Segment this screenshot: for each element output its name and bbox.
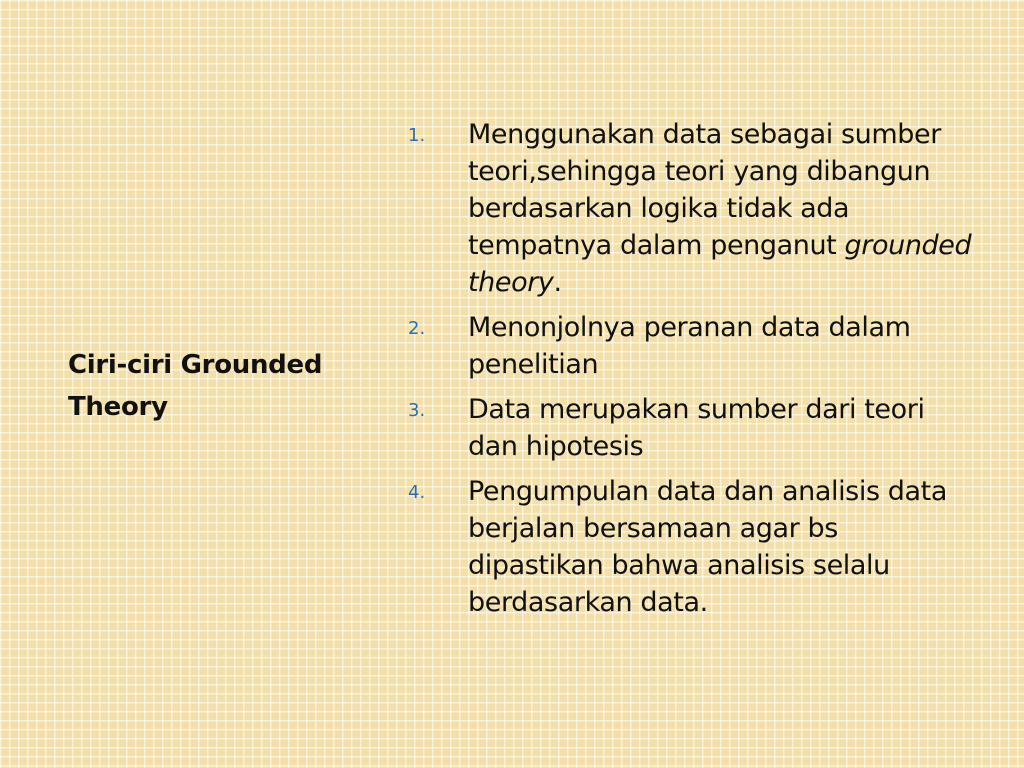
list-text	[468, 116, 978, 301]
list-item	[408, 473, 978, 621]
list-text: Pengumpulan data dan analisis data berjalan bersamaan agar bs dipastikan bahwa analisis selalu berdasarkan data.	[468, 476, 948, 618]
list-text-main: Menggunakan data sebagai sumber teori,sehingga teori yang dibangun berdasarkan logika tidak ada tempatnya dalam penganut	[468, 119, 941, 261]
list-number: 4.	[408, 482, 426, 503]
list-number: 3.	[408, 400, 426, 421]
list-text-italic: grounded theory	[468, 230, 972, 298]
section-title: Ciri-ciri Grounded Theory	[68, 350, 323, 422]
list-item	[408, 116, 978, 301]
list-text: Menonjolnya peranan data dalam penelitian	[468, 312, 911, 380]
list-number: 2.	[408, 318, 426, 339]
characteristics-list	[408, 116, 978, 629]
list-item	[408, 309, 978, 383]
list-text-suffix: .	[553, 267, 562, 298]
list-number: 1.	[408, 125, 426, 146]
list-text: Data merupakan sumber dari teori dan hipotesis	[468, 394, 925, 462]
list-item	[408, 391, 978, 465]
